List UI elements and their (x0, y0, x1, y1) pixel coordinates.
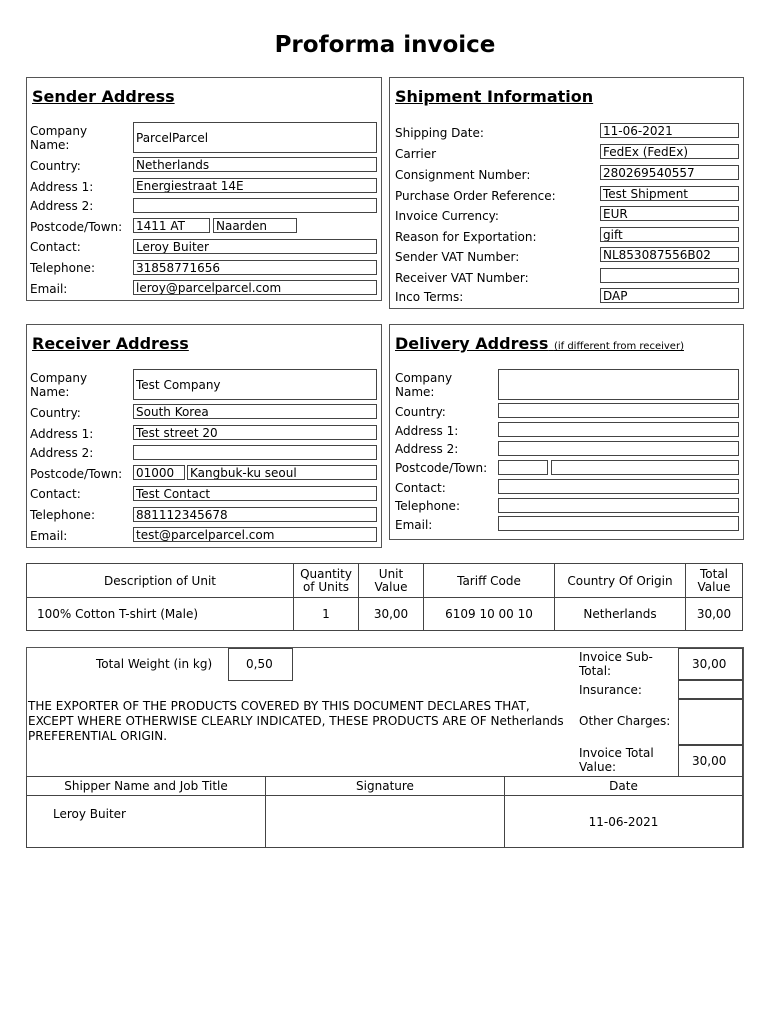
inco-terms-field[interactable]: DAP (600, 288, 739, 303)
delivery-email-field[interactable] (498, 516, 739, 531)
invoice-subtotal-value: 30,00 (692, 657, 727, 671)
signoff-header-row (27, 777, 743, 796)
receiver-company-field[interactable]: Test Company (133, 369, 377, 400)
sender-telephone-field[interactable]: 31858771656 (133, 260, 377, 275)
receiver-town-field[interactable]: Kangbuk-ku seoul (187, 465, 377, 480)
shipper-name-value[interactable]: Leroy Buiter (27, 796, 266, 848)
receiver-contact-label: Contact: (30, 487, 81, 501)
table-row (27, 598, 743, 631)
total-weight-label: Total Weight (in kg) (96, 657, 213, 671)
receiver-country-field[interactable]: South Korea (133, 404, 377, 419)
delivery-email-label: Email: (395, 518, 433, 532)
sender-postcode-town-label: Postcode/Town: (30, 220, 123, 234)
signoff-table (26, 776, 743, 848)
carrier-field[interactable]: FedEx (FedEx) (600, 144, 739, 159)
item-origin: Netherlands (555, 598, 686, 631)
col-unit-value-header: Unit Value (359, 564, 424, 598)
delivery-address-title: Delivery Address (395, 334, 549, 353)
sender-country-label: Country: (30, 159, 81, 173)
sender-email-field[interactable]: leroy@parcelparcel.com (133, 280, 377, 295)
items-header-row (27, 564, 743, 598)
col-origin-header: Country Of Origin (555, 564, 686, 598)
delivery-company-label: Company Name: (395, 371, 453, 399)
sender-postcode-field[interactable]: 1411 AT (133, 218, 210, 233)
sender-town-field[interactable]: Naarden (213, 218, 297, 233)
export-reason-label: Reason for Exportation: (395, 230, 537, 244)
consignment-number-label: Consignment Number: (395, 168, 531, 182)
receiver-address1-field[interactable]: Test street 20 (133, 425, 377, 440)
signature-field[interactable] (266, 796, 505, 848)
receiver-address2-label: Address 2: (30, 446, 94, 460)
receiver-vat-field[interactable] (600, 268, 739, 283)
sender-address2-label: Address 2: (30, 199, 94, 213)
receiver-email-field[interactable]: test@parcelparcel.com (133, 527, 377, 542)
export-reason-field[interactable]: gift (600, 227, 739, 242)
delivery-postcode-town-label: Postcode/Town: (395, 461, 488, 475)
receiver-postcode-field[interactable]: 01000 (133, 465, 185, 480)
receiver-contact-field[interactable]: Test Contact (133, 486, 377, 501)
insurance-label: Insurance: (579, 683, 642, 697)
page-title: Proforma invoice (274, 32, 496, 58)
shipment-information-heading: Shipment Information (395, 87, 594, 106)
shipping-date-field[interactable]: 11-06-2021 (600, 123, 739, 138)
shipper-name-header: Shipper Name and Job Title (27, 777, 266, 796)
delivery-telephone-label: Telephone: (395, 499, 460, 513)
invoice-currency-field[interactable]: EUR (600, 206, 739, 221)
carrier-label: Carrier (395, 147, 437, 161)
po-reference-field[interactable]: Test Shipment (600, 186, 739, 201)
insurance-field[interactable] (678, 680, 743, 699)
delivery-contact-field[interactable] (498, 479, 739, 494)
delivery-address2-label: Address 2: (395, 442, 459, 456)
receiver-address-heading: Receiver Address (32, 334, 189, 353)
receiver-postcode-town-label: Postcode/Town: (30, 467, 123, 481)
col-quantity-header: Quantity of Units (294, 564, 359, 598)
sender-contact-label: Contact: (30, 240, 81, 254)
date-header: Date (505, 777, 743, 796)
consignment-number-field[interactable]: 280269540557 (600, 165, 739, 180)
sender-country-field[interactable]: Netherlands (133, 157, 377, 172)
po-reference-label: Purchase Order Reference: (395, 189, 556, 203)
invoice-total-value: 30,00 (692, 754, 727, 768)
receiver-vat-label: Receiver VAT Number: (395, 271, 529, 285)
sender-company-field[interactable]: ParcelParcel (133, 122, 377, 153)
delivery-country-field[interactable] (498, 403, 739, 418)
other-charges-field[interactable] (678, 699, 743, 745)
signoff-row (27, 796, 743, 848)
item-unit-value: 30,00 (359, 598, 424, 631)
inco-terms-label: Inco Terms: (395, 290, 464, 304)
sender-email-label: Email: (30, 282, 68, 296)
delivery-telephone-field[interactable] (498, 498, 739, 513)
sender-vat-field[interactable]: NL853087556B02 (600, 247, 739, 262)
delivery-address-note: (if different from receiver) (553, 341, 684, 352)
delivery-postcode-field[interactable] (498, 460, 548, 475)
delivery-company-field[interactable] (498, 369, 739, 400)
exporter-declaration: THE EXPORTER OF THE PRODUCTS COVERED BY THIS DOCUMENT DECLARES THAT, EXCEPT WHERE OTHERWISE CLEARLY INDICATED, THESE PRODUCTS ARE OF Netherlands PREFERENTIAL ORIGIN. (28, 699, 564, 743)
delivery-contact-label: Contact: (395, 481, 446, 495)
receiver-company-label: Company Name: (30, 371, 88, 399)
shipping-date-label: Shipping Date: (395, 126, 484, 140)
invoice-subtotal-label: Invoice Sub-Total: (579, 650, 653, 678)
col-description-header: Description of Unit (27, 564, 294, 598)
sender-address2-field[interactable] (133, 198, 377, 213)
receiver-country-label: Country: (30, 406, 81, 420)
sender-contact-field[interactable]: Leroy Buiter (133, 239, 377, 254)
items-table (26, 563, 743, 631)
sender-address-heading: Sender Address (32, 87, 175, 106)
delivery-address-heading (395, 334, 684, 353)
delivery-country-label: Country: (395, 405, 446, 419)
item-description: 100% Cotton T-shirt (Male) (27, 598, 294, 631)
col-tariff-header: Tariff Code (424, 564, 555, 598)
item-tariff-code: 6109 10 00 10 (424, 598, 555, 631)
delivery-address1-field[interactable] (498, 422, 739, 437)
receiver-address1-label: Address 1: (30, 427, 94, 441)
receiver-address2-field[interactable] (133, 445, 377, 460)
date-value[interactable]: 11-06-2021 (505, 796, 743, 848)
receiver-telephone-label: Telephone: (30, 508, 95, 522)
item-quantity: 1 (294, 598, 359, 631)
delivery-address2-field[interactable] (498, 441, 739, 456)
delivery-town-field[interactable] (551, 460, 739, 475)
invoice-currency-label: Invoice Currency: (395, 209, 499, 223)
invoice-total-label: Invoice Total Value: (579, 746, 654, 774)
other-charges-label: Other Charges: (579, 714, 671, 728)
receiver-email-label: Email: (30, 529, 68, 543)
receiver-telephone-field[interactable]: 881112345678 (133, 507, 377, 522)
item-total: 30,00 (686, 598, 743, 631)
total-weight-value: 0,50 (246, 657, 273, 671)
signature-header: Signature (266, 777, 505, 796)
sender-address1-field[interactable]: Energiestraat 14E (133, 178, 377, 193)
sender-address1-label: Address 1: (30, 180, 94, 194)
sender-vat-label: Sender VAT Number: (395, 250, 520, 264)
sender-telephone-label: Telephone: (30, 261, 95, 275)
sender-company-label: Company Name: (30, 124, 88, 152)
delivery-address1-label: Address 1: (395, 424, 459, 438)
col-total-header: Total Value (686, 564, 743, 598)
